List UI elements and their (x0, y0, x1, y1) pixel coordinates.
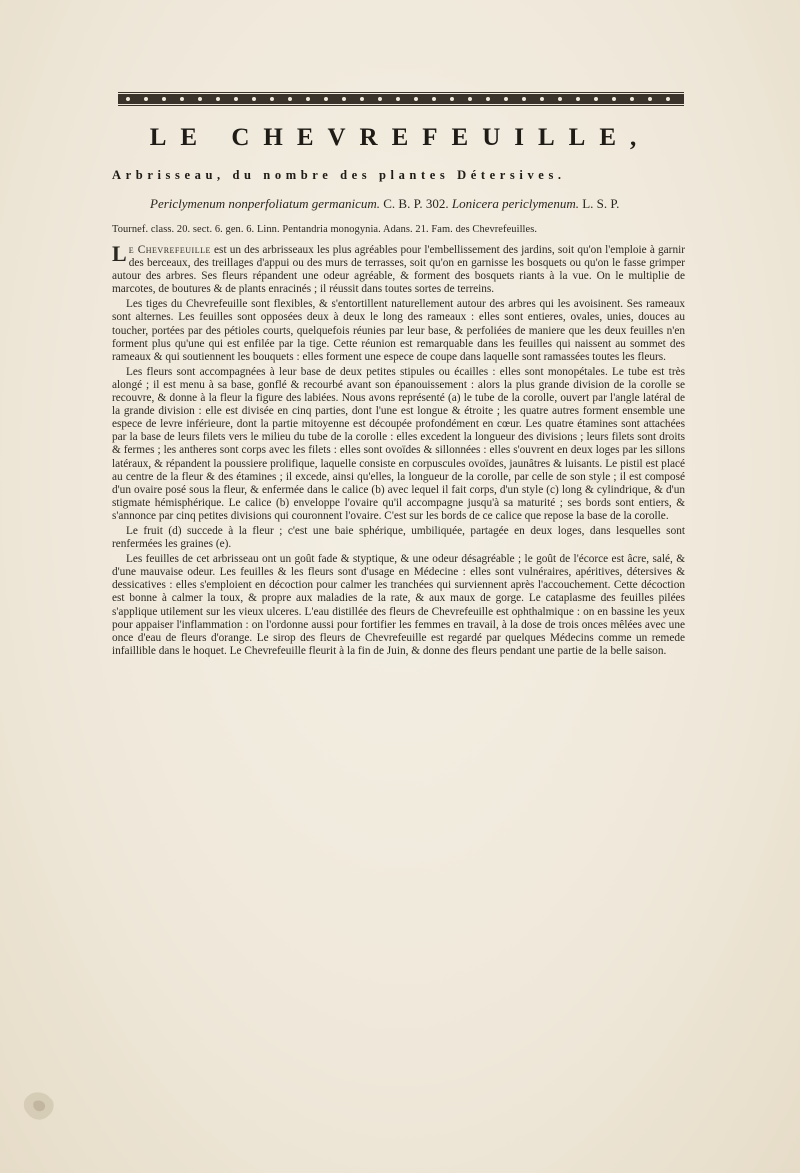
synonym-ref-2: L. S. P. (578, 196, 620, 211)
paragraph-1-lead: e Chevrefeuille (128, 244, 211, 256)
synonym-name-1: Periclymenum nonperfoliatum germanicum. (150, 196, 380, 211)
classification-line: Tournef. class. 20. sect. 6. gen. 6. Linn. Pentandria monogynia. Adans. 21. Fam. des Chevrefeuilles. (112, 224, 538, 235)
page-title: LE CHEVREFEUILLE, (149, 124, 651, 151)
paragraph-1 (112, 241, 685, 296)
synonym-name-2: Lonicera periclymenum. (451, 196, 579, 211)
paragraph-4: Le fruit (d) succede à la fleur ; c'est une baie sphérique, umbiliquée, partagée en deux loges, dans lesquelles sont renfermées les graines (e). (112, 524, 685, 551)
synonym-ref-1: C. B. P. 302. (379, 196, 452, 211)
paper-stain-mark (20, 1090, 60, 1124)
ornamental-header-band (118, 92, 684, 106)
paragraph-2: Les tiges du Chevrefeuille sont flexibles, & s'entortillent naturellement autour des arbres qui les avoisinent. Ses rameaux sont alternes. Les feuilles sont opposées deux à deux le long des rameaux : elles sont entieres, ovales, unies, douces au toucher, portées par des pétioles courts, quelquefois réunies par leur base, & perfoliées de maniere que les deux feuilles n'en forment plus qu'une qui est enfilée par la tige. Cette réunion est remarquable dans les feuilles qui naissent au sommet des rameaux & qui soutiennent les bouquets : elles forment une espece de coupe dans laquelle sont ramassées toutes les fleurs. (112, 298, 685, 363)
drop-cap: L (112, 241, 127, 266)
paragraph-3: Les fleurs sont accompagnées à leur base de deux petites stipules ou écailles : elles sont monopétales. Le tube est très alongé ; il est menu à sa base, gonflé & recourbé avant son épanouissement : alors la plus grande division de la corolle se recouvre, & donne à la fleur la figure des labiées. Nous avons représenté (a) le tube de la corolle, ouvert par l'angle latéral de la grande division : elle est divisée en cinq parties, dont l'une est longue & étroite ; les quatre autres forment ensemble une espece de levre inférieure, dont la partie mitoyenne est découpée profondément en cœur. Les quatre étamines sont attachées par la base de leurs filets vers le milieu du tube de la corolle : elles excedent la longueur des divisions ; leurs filets sont droits & fermes ; les antheres sont corps avec les filets : elles sont ovoïdes & sillonnées : elles s'ouvrent en deux loges par les sillons latéraux, & répandent la poussiere prolifique, laquelle consiste en corpuscules ovoïdes, jaunâtres & luisants. Le pistil est placé au centre de la fleur & des étamines ; il excede, ainsi qu'elles, la longueur de la corolle, par celle de son style ; il est composé d'un ovaire posé sous la fleur, & enfermée dans le calice (b) avec lequel il fait corps, d'un style (c) long & cylindrique, & d'un stigmate hémisphérique. Le calice (b) enveloppe l'ovaire qu'il accompagne jusqu'à sa maturité ; ses bords sont entiers, & s'annonce par cinq petites divisions qui couronnent l'ovaire. C'est sur les bords de ce calice que repose la base de la corolle. (112, 365, 685, 522)
body-text (112, 241, 685, 660)
paragraph-1-text: est un des arbrisseaux les plus agréables pour l'embellissement des jardins, soit qu'on l'emploie à garnir des berceaux, des treillages d'appui ou des murs de terrasses, soit qu'on en garnisse les bosquets ou qu'on le fasse grimper autour des arbres. Ses fleurs répandent une odeur agréable, & forment des bosquets riants à la vue. On le multiplie de marcotes, de boutures & de plants enracinés ; il réussit dans toutes sortes de terreins. (112, 244, 685, 296)
botanical-synonyms (150, 196, 619, 212)
page-subtitle: Arbrisseau, du nombre des plantes Détersives. (112, 168, 566, 182)
paragraph-5: Les feuilles de cet arbrisseau ont un goût fade & styptique, & une odeur désagréable ; le goût de l'écorce est âcre, salé, & d'une mauvaise odeur. Les feuilles & les fleurs sont d'usage en Médecine : elles sont vulnéraires, apéritives, détersives & dessicatives : elles s'emploient en décoction pour calmer les tranchées qui surviennent après l'accouchement. Cette décoction est bonne à calmer la toux, & propre aux maladies de la rate, & aux maux de gorge. Le cataplasme des feuilles pilées s'applique utilement sur les vieux ulceres. L'eau distillée des fleurs de Chevrefeuille est ophthalmique : on en bassine les yeux pour appaiser l'inflammation : on l'ordonne aussi pour fortifier les femmes en travail, à la dose de trois onces mêlées avec une once d'eau de fleurs d'orange. Le sirop des fleurs de Chevrefeuille est regardé par quelques Médecins comme un remede infaillible dans le hoquet. Le Chevrefeuille fleurit à la fin de Juin, & donne des fleurs pendant une partie de la belle saison. (112, 553, 685, 657)
